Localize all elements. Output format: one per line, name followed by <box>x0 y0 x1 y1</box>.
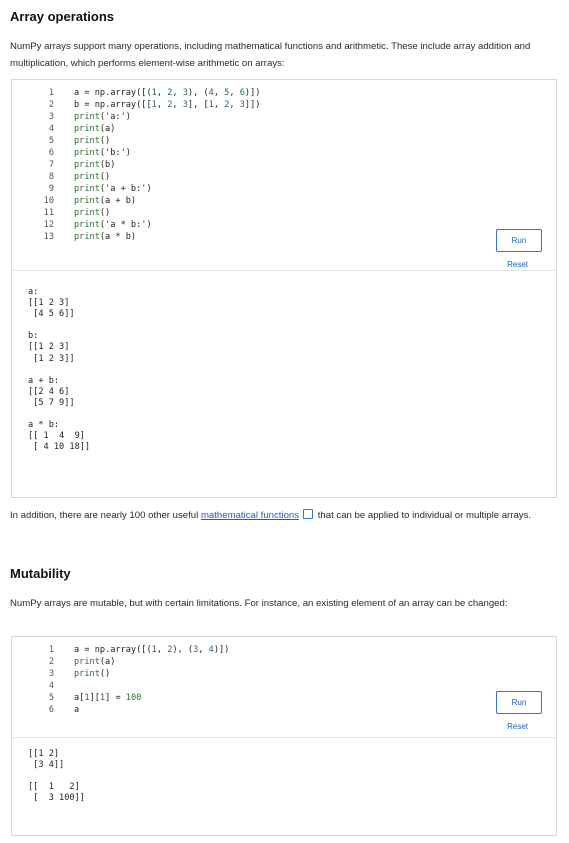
code-text: print(a) <box>74 657 116 667</box>
output-line: [[1 2] <box>28 749 60 759</box>
output-line: a + b: <box>28 375 60 386</box>
run-button[interactable]: Run <box>496 691 542 714</box>
code-text: a <box>74 705 80 715</box>
code-line[interactable] <box>38 147 260 159</box>
output-line: [[1 2 3] <box>28 342 70 353</box>
code-text: print() <box>74 669 111 679</box>
code-line[interactable] <box>38 692 229 704</box>
output-line: [[2 4 6] <box>28 386 70 397</box>
code-text: print('b:') <box>74 148 131 158</box>
line-number: 8 <box>48 172 54 182</box>
paragraph-text-end: that can be applied to individual or multiple arrays. <box>315 510 532 521</box>
code-text: a = np.array([(1, 2), (3, 4)]) <box>74 645 230 655</box>
code-text: print('a + b:') <box>74 184 152 194</box>
line-number: 6 <box>48 148 54 158</box>
code-text: print('a:') <box>74 112 131 122</box>
code-line[interactable] <box>38 111 260 123</box>
code-cell-mutability <box>11 636 557 836</box>
code-line[interactable] <box>38 644 229 656</box>
code-line[interactable] <box>38 159 260 171</box>
line-number: 1 <box>48 645 54 655</box>
code-text: print(a) <box>74 124 116 134</box>
code-text: b = np.array([[1, 2, 3], [1, 2, 3]]) <box>74 100 261 110</box>
run-button[interactable]: Run <box>496 229 542 252</box>
output-line <box>28 320 90 331</box>
line-number: 3 <box>48 669 54 679</box>
code-text: print() <box>74 136 111 146</box>
line-number: 7 <box>48 160 54 170</box>
line-number: 2 <box>48 657 54 667</box>
output-line <box>28 771 85 782</box>
code-line[interactable] <box>38 656 229 668</box>
reset-link[interactable]: Reset <box>507 260 528 269</box>
code-line[interactable] <box>38 207 260 219</box>
output-line <box>28 365 90 376</box>
code-line[interactable] <box>38 123 260 135</box>
code-line[interactable] <box>38 704 229 716</box>
line-number: 4 <box>48 124 54 134</box>
code-line[interactable] <box>38 171 260 183</box>
line-number: 11 <box>43 208 54 218</box>
output-line: a: <box>28 287 39 297</box>
code-text: print('a * b:') <box>74 220 152 230</box>
code-lines[interactable] <box>38 87 260 243</box>
code-output <box>28 749 85 804</box>
output-line: a * b: <box>28 420 60 431</box>
line-number: 4 <box>48 681 54 691</box>
code-line[interactable] <box>38 87 260 99</box>
code-line[interactable] <box>38 183 260 195</box>
array-operations-intro: NumPy arrays support many operations, including mathematical functions and arithmetic. These include array addition and multiplication, which performs element-wise arithmetic on arrays: <box>10 41 531 69</box>
code-text: a[1][1] = 100 <box>74 693 142 703</box>
line-number: 5 <box>48 693 54 703</box>
code-editor[interactable] <box>12 80 556 271</box>
section-heading-array-operations: Array operations <box>10 9 115 24</box>
code-line[interactable] <box>38 99 260 111</box>
code-line[interactable] <box>38 135 260 147</box>
line-number: 13 <box>43 232 54 242</box>
code-cell-array-operations <box>11 79 557 498</box>
code-editor[interactable] <box>12 637 556 738</box>
code-line[interactable] <box>38 195 260 207</box>
code-lines[interactable] <box>38 644 229 716</box>
output-line: [ 4 10 18]] <box>28 442 91 453</box>
code-text: a = np.array([(1, 2, 3), (4, 5, 6)]) <box>74 88 261 98</box>
code-text: print(a * b) <box>74 232 137 242</box>
external-link-icon <box>303 509 313 519</box>
line-number: 12 <box>43 220 54 230</box>
output-line: [[ 1 4 9] <box>28 431 85 442</box>
output-line: [[1 2 3] <box>28 298 70 309</box>
reset-link[interactable]: Reset <box>507 722 528 731</box>
code-line[interactable] <box>38 680 229 692</box>
mutability-intro: NumPy arrays are mutable, but with certain limitations. For instance, an existing element of an array can be changed: <box>10 598 508 609</box>
output-line: [1 2 3]] <box>28 353 75 364</box>
output-line: [ 3 100]] <box>28 793 85 804</box>
code-text: print() <box>74 172 111 182</box>
line-number: 6 <box>48 705 54 715</box>
line-number: 10 <box>43 196 54 206</box>
output-line: [5 7 9]] <box>28 397 75 408</box>
code-text: print() <box>74 208 111 218</box>
paragraph-text: In addition, there are nearly 100 other useful <box>10 510 201 521</box>
math-functions-paragraph <box>10 507 555 524</box>
line-number: 3 <box>48 112 54 122</box>
code-text: print(b) <box>74 160 116 170</box>
output-line <box>28 409 90 420</box>
output-line: [4 5 6]] <box>28 309 75 320</box>
output-line: [3 4]] <box>28 760 65 771</box>
line-number: 2 <box>48 100 54 110</box>
mathematical-functions-link[interactable]: mathematical functions <box>200 510 300 521</box>
code-line[interactable] <box>38 231 260 243</box>
line-number: 1 <box>48 88 54 98</box>
code-line[interactable] <box>38 668 229 680</box>
line-number: 5 <box>48 136 54 146</box>
line-number: 9 <box>48 184 54 194</box>
output-line: [[ 1 2] <box>28 782 80 793</box>
section-heading-mutability: Mutability <box>10 566 71 581</box>
output-line: b: <box>28 331 39 342</box>
code-output <box>28 287 90 453</box>
code-text: print(a + b) <box>74 196 137 206</box>
code-line[interactable] <box>38 219 260 231</box>
